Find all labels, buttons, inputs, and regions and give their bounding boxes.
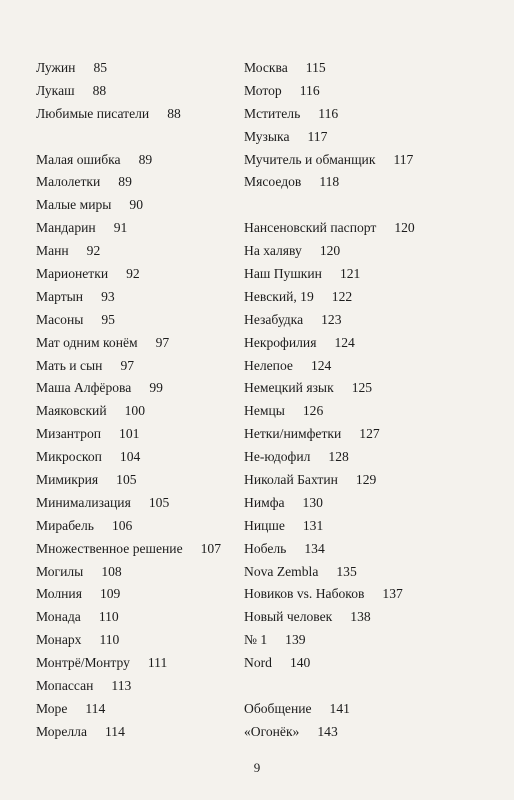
index-entry bbox=[244, 149, 484, 172]
index-page-number: 89 bbox=[138, 151, 153, 167]
index-term: Новый человек bbox=[244, 609, 333, 625]
index-page-number: 116 bbox=[299, 82, 320, 98]
index-entry bbox=[244, 698, 484, 721]
index-page-number: 117 bbox=[393, 151, 414, 167]
index-term: Монарх bbox=[36, 632, 82, 648]
index-term: Молния bbox=[36, 586, 82, 602]
index-entry bbox=[244, 171, 484, 194]
index-page-number: 109 bbox=[99, 586, 121, 602]
index-page-number: 106 bbox=[111, 517, 133, 533]
index-page-number: 114 bbox=[85, 700, 106, 716]
index-term: Невский, 19 bbox=[244, 288, 314, 304]
index-page-number: 91 bbox=[113, 220, 128, 236]
index-entry bbox=[36, 423, 246, 446]
index-term: Николай Бахтин bbox=[244, 472, 338, 488]
index-page-number: 124 bbox=[334, 334, 355, 350]
index-entry bbox=[36, 263, 246, 286]
index-page-number: 117 bbox=[307, 128, 328, 144]
index-term: Мучитель и обманщик bbox=[244, 151, 376, 167]
index-entry bbox=[36, 240, 246, 263]
index-page-number: 88 bbox=[92, 82, 107, 98]
index-term: Мопассан bbox=[36, 678, 94, 694]
index-entry bbox=[244, 332, 484, 355]
index-entry bbox=[244, 469, 484, 492]
index-page-number: 124 bbox=[310, 357, 332, 373]
index-page-number: 120 bbox=[319, 243, 341, 259]
index-page-number: 105 bbox=[148, 494, 170, 510]
index-term: Мизантроп bbox=[36, 426, 102, 442]
index-term: Новиков vs. Набоков bbox=[244, 586, 365, 602]
index-page-number: 100 bbox=[124, 403, 146, 419]
index-page-number: 138 bbox=[350, 609, 371, 625]
index-entry bbox=[36, 492, 246, 515]
index-page-number: 93 bbox=[101, 288, 115, 304]
index-entry bbox=[36, 629, 246, 652]
index-term: Могилы bbox=[36, 563, 84, 579]
index-page-number: 107 bbox=[200, 540, 222, 556]
index-term: Мартын bbox=[36, 288, 84, 304]
index-page-number: 126 bbox=[302, 403, 324, 419]
index-entry bbox=[244, 538, 484, 561]
index-entry bbox=[36, 721, 246, 744]
index-entry bbox=[244, 240, 484, 263]
index-page-number: 101 bbox=[119, 426, 140, 442]
index-term: Мститель bbox=[244, 105, 301, 121]
index-term: Не-юдофил bbox=[244, 449, 311, 465]
index-entry bbox=[244, 583, 484, 606]
index-term: Незабудка bbox=[244, 311, 304, 327]
index-column-left bbox=[36, 57, 246, 744]
index-term: Любимые писатели bbox=[36, 105, 150, 121]
index-entry bbox=[36, 538, 246, 561]
index-term: Мимикрия bbox=[36, 472, 99, 488]
index-entry bbox=[36, 606, 246, 629]
index-entry bbox=[244, 217, 484, 240]
index-entry bbox=[244, 423, 484, 446]
index-entry bbox=[36, 194, 246, 217]
index-term: Мирабель bbox=[36, 517, 94, 533]
index-page-number: 105 bbox=[116, 472, 137, 488]
index-term: Монада bbox=[36, 609, 81, 625]
index-entry bbox=[36, 377, 246, 400]
index-entry bbox=[244, 103, 484, 126]
index-term: Некрофилия bbox=[244, 334, 317, 350]
index-page-number: 143 bbox=[317, 723, 338, 739]
index-page-number: 130 bbox=[302, 494, 323, 510]
index-term: Море bbox=[36, 700, 68, 716]
index-page-number: 125 bbox=[351, 380, 373, 396]
index-entry bbox=[244, 377, 484, 400]
index-entry bbox=[36, 652, 246, 675]
index-page-number: 92 bbox=[86, 243, 101, 259]
index-entry bbox=[244, 355, 484, 378]
index-page-number: 108 bbox=[101, 563, 122, 579]
index-term: Нетки/нимфетки bbox=[244, 426, 342, 442]
index-page-number: 97 bbox=[155, 334, 170, 350]
index-page-number: 111 bbox=[147, 655, 168, 671]
index-term: Москва bbox=[244, 60, 288, 75]
index-entry bbox=[244, 652, 484, 675]
index-entry bbox=[36, 675, 246, 698]
index-term: Морелла bbox=[36, 723, 87, 739]
index-entry bbox=[36, 309, 246, 332]
index-page-number: 118 bbox=[319, 174, 340, 190]
index-entry bbox=[36, 57, 246, 80]
index-entry bbox=[36, 103, 246, 126]
index-page-number: 114 bbox=[104, 723, 125, 739]
index-page-number: 123 bbox=[321, 311, 342, 327]
index-term: Нимфа bbox=[244, 494, 285, 510]
index-term: Немецкий язык bbox=[244, 380, 334, 396]
index-term: Нансеновский паспорт bbox=[244, 220, 377, 236]
index-page-number: 137 bbox=[382, 586, 403, 602]
index-page-number: 121 bbox=[339, 266, 361, 282]
index-term: Мат одним конём bbox=[36, 334, 138, 350]
index-page-number: 97 bbox=[120, 357, 135, 373]
index-page-number: 115 bbox=[305, 60, 326, 75]
index-term: Малая ошибка bbox=[36, 151, 121, 167]
index-entry bbox=[244, 57, 484, 80]
index-entry bbox=[36, 698, 246, 721]
index-entry bbox=[36, 400, 246, 423]
index-page-number: 90 bbox=[129, 197, 143, 213]
index-page-number: 113 bbox=[111, 678, 132, 694]
index-page-number: 110 bbox=[98, 609, 119, 625]
index-page-number: 120 bbox=[394, 220, 415, 236]
index-entry bbox=[244, 286, 484, 309]
index-page-number: 129 bbox=[355, 472, 377, 488]
index-page-number: 99 bbox=[149, 380, 163, 396]
index-entry bbox=[244, 561, 484, 584]
index-term: Nord bbox=[244, 655, 272, 671]
index-entry bbox=[36, 149, 246, 172]
index-entry bbox=[36, 561, 246, 584]
index-page-number: 127 bbox=[359, 426, 380, 442]
index-entry bbox=[244, 492, 484, 515]
index-entry bbox=[244, 263, 484, 286]
index-term: Обобщение bbox=[244, 700, 312, 716]
index-entry bbox=[244, 446, 484, 469]
index-term: № 1 bbox=[244, 632, 268, 648]
index-page-number: 131 bbox=[302, 517, 324, 533]
index-term: Мотор bbox=[244, 82, 282, 98]
index-term: Мясоедов bbox=[244, 174, 302, 190]
index-entry bbox=[36, 171, 246, 194]
index-term: Нобель bbox=[244, 540, 287, 556]
index-entry bbox=[36, 469, 246, 492]
index-page-number: 140 bbox=[289, 655, 311, 671]
index-term: Мать и сын bbox=[36, 357, 103, 373]
index-term: Мандарин bbox=[36, 220, 96, 236]
index-term: Монтрё/Монтру bbox=[36, 655, 130, 671]
index-term: Минимализация bbox=[36, 494, 131, 510]
index-page-number: 110 bbox=[99, 632, 120, 648]
index-term: Наш Пушкин bbox=[244, 266, 322, 282]
index-entry bbox=[36, 515, 246, 538]
index-entry bbox=[36, 583, 246, 606]
page-number: 9 bbox=[253, 760, 261, 775]
index-page-number: 85 bbox=[93, 60, 108, 75]
index-entry bbox=[244, 400, 484, 423]
index-entry bbox=[36, 446, 246, 469]
index-page-number: 135 bbox=[336, 563, 357, 579]
index-column-right bbox=[244, 57, 484, 744]
index-term: Нелепое bbox=[244, 357, 293, 373]
index-page-number: 141 bbox=[329, 700, 350, 716]
index-entry bbox=[244, 309, 484, 332]
index-page-number: 104 bbox=[119, 449, 141, 465]
index-term: Малолетки bbox=[36, 174, 101, 190]
index-page-number: 128 bbox=[328, 449, 349, 465]
index-term: На халяву bbox=[244, 243, 302, 259]
index-page-number: 92 bbox=[126, 266, 140, 282]
index-entry bbox=[36, 217, 246, 240]
index-term: Немцы bbox=[244, 403, 285, 419]
index-entry bbox=[244, 606, 484, 629]
index-page-number: 95 bbox=[101, 311, 115, 327]
index-term: Множественное решение bbox=[36, 540, 183, 556]
index-page-number: 116 bbox=[318, 105, 339, 121]
index-page-number: 122 bbox=[331, 288, 353, 304]
index-page-number: 134 bbox=[304, 540, 325, 556]
index-page-number: 88 bbox=[167, 105, 181, 121]
index-entry bbox=[36, 355, 246, 378]
index-entry bbox=[36, 286, 246, 309]
index-term: Ницше bbox=[244, 517, 285, 533]
index-term: Масоны bbox=[36, 311, 84, 327]
index-term: Малые миры bbox=[36, 197, 112, 213]
index-term: Лукаш bbox=[36, 82, 75, 98]
index-entry bbox=[244, 126, 484, 149]
index-page-number: 89 bbox=[118, 174, 132, 190]
index-term: Микроскоп bbox=[36, 449, 102, 465]
index-term: «Огонёк» bbox=[244, 723, 300, 739]
index-term: Маяковский bbox=[36, 403, 107, 419]
index-entry bbox=[244, 629, 484, 652]
index-term: Лужин bbox=[36, 60, 76, 75]
index-page-number: 139 bbox=[285, 632, 306, 648]
index-term: Маша Алфёрова bbox=[36, 380, 132, 396]
index-entry bbox=[244, 515, 484, 538]
index-entry bbox=[244, 80, 484, 103]
index-entry bbox=[36, 80, 246, 103]
index-term: Марионетки bbox=[36, 266, 109, 282]
index-term: Музыка bbox=[244, 128, 290, 144]
index-term: Nova Zembla bbox=[244, 563, 319, 579]
index-term: Манн bbox=[36, 243, 69, 259]
index-entry bbox=[36, 332, 246, 355]
index-entry bbox=[244, 721, 484, 744]
